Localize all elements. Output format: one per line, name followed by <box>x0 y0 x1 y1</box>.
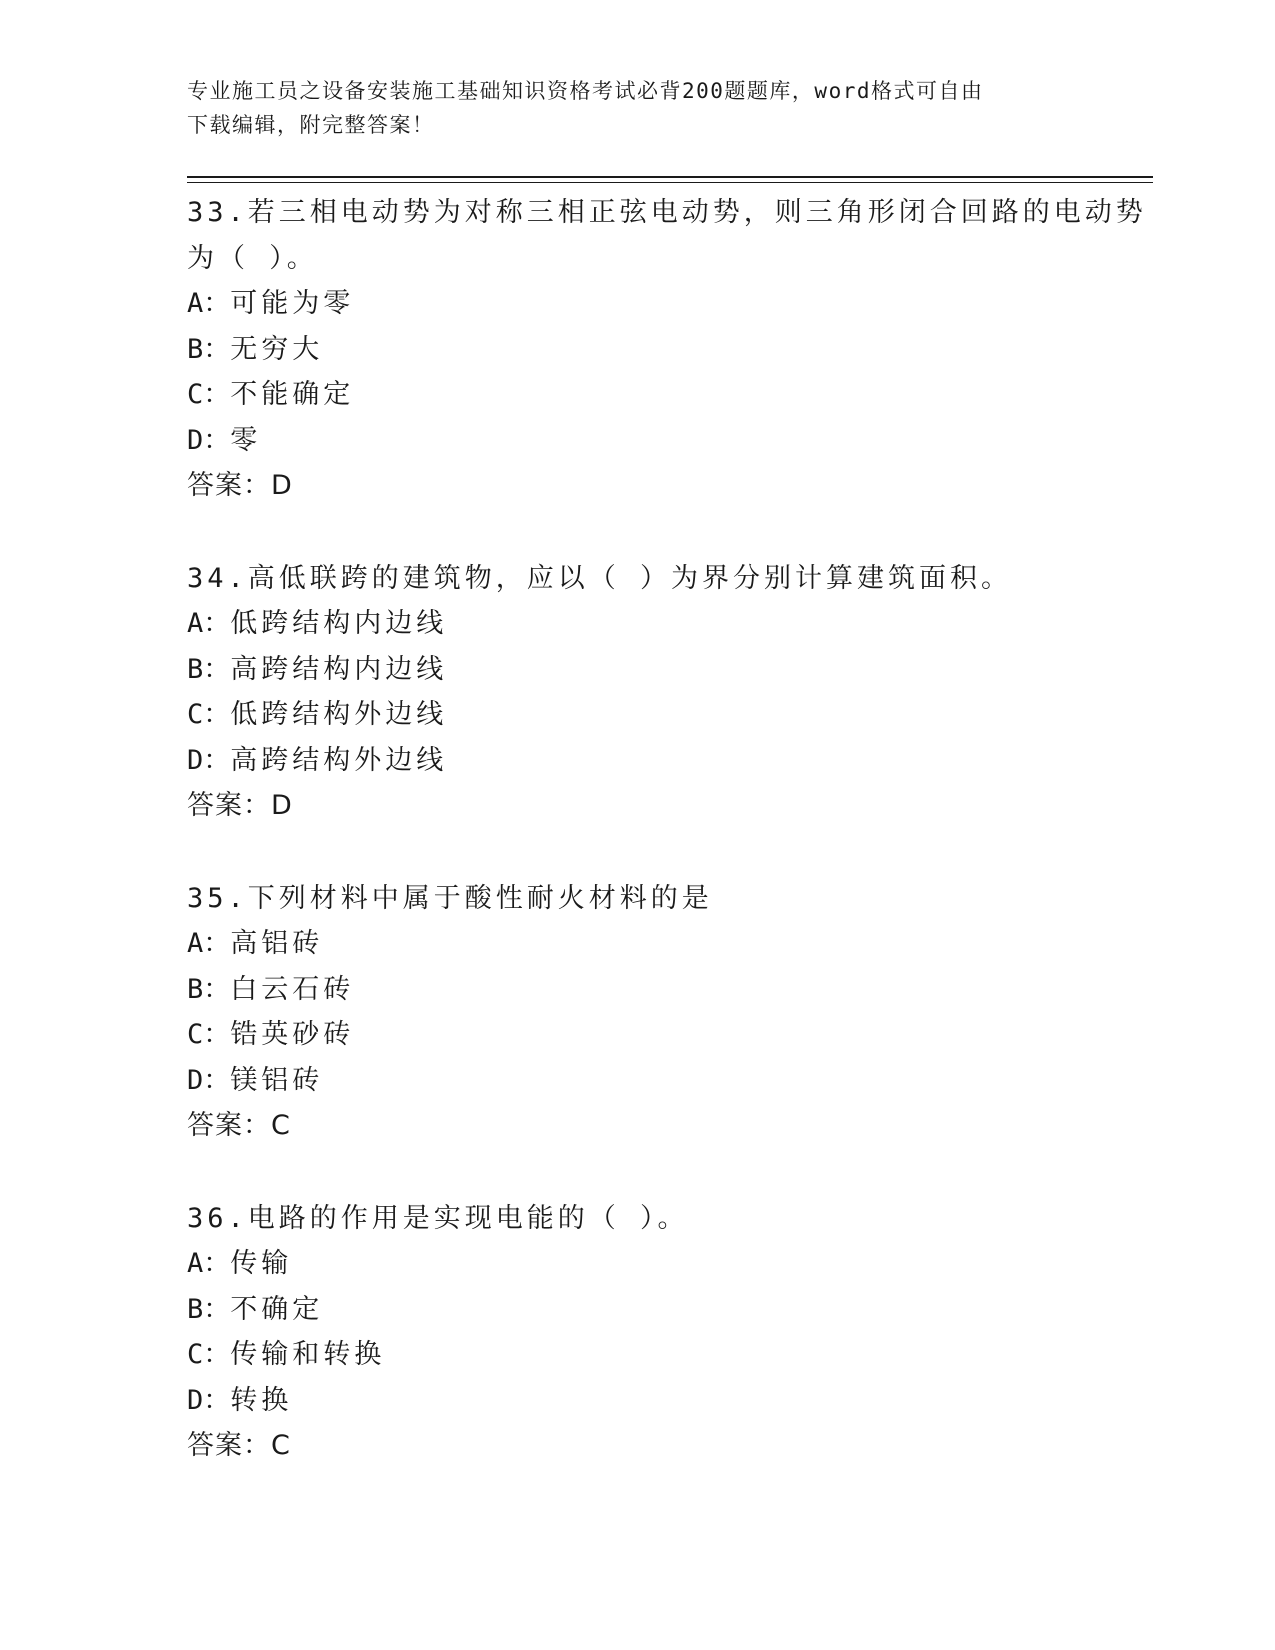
option-text: 传输和转换 <box>230 1339 386 1370</box>
option-text: 可能为零 <box>230 288 355 319</box>
answer-line <box>187 1423 1087 1469</box>
option-a <box>187 281 1087 327</box>
option-key: A： <box>187 288 231 319</box>
option-key: C： <box>187 379 231 410</box>
option-d <box>187 738 1087 784</box>
option-a <box>187 601 1087 647</box>
option-text: 低跨结构内边线 <box>230 608 448 639</box>
option-key: D： <box>187 744 231 776</box>
header-divider-thick <box>187 176 1153 178</box>
option-c <box>187 1332 1087 1378</box>
option-d <box>187 1058 1087 1104</box>
option-d <box>187 1378 1087 1424</box>
answer-line <box>187 1103 1087 1149</box>
option-c <box>187 1012 1087 1058</box>
option-key: B： <box>187 973 231 1005</box>
option-b <box>187 1287 1087 1333</box>
question-text-line-2: 为（ ）。 <box>187 242 318 274</box>
answer-value: D <box>271 790 293 821</box>
option-text: 低跨结构外边线 <box>230 699 448 730</box>
question-list <box>187 190 1147 1516</box>
answer-label: 答案： <box>187 470 271 501</box>
option-text: 转换 <box>230 1384 293 1416</box>
option-key: B： <box>187 333 231 365</box>
question-35 <box>187 876 1087 1149</box>
option-text: 高跨结构内边线 <box>230 653 448 685</box>
option-key: A： <box>187 608 231 639</box>
option-a <box>187 1241 1087 1287</box>
answer-label: 答案： <box>187 1110 271 1141</box>
question-text-line-1: 36.电路的作用是实现电能的（ ）。 <box>187 1202 689 1234</box>
answer-line <box>187 463 1087 509</box>
header-line-1: 专业施工员之设备安装施工基础知识资格考试必背200题题库，word格式可自由 <box>187 79 984 103</box>
option-d <box>187 418 1087 464</box>
question-33 <box>187 190 1147 509</box>
option-key: C： <box>187 1019 231 1050</box>
option-text: 无穷大 <box>230 333 324 365</box>
option-text: 高跨结构外边线 <box>230 744 448 776</box>
option-text: 白云石砖 <box>230 973 355 1005</box>
answer-label: 答案： <box>187 1430 271 1461</box>
document-header <box>187 74 1067 142</box>
answer-line <box>187 783 1087 829</box>
option-text: 锆英砂砖 <box>230 1019 355 1050</box>
question-36 <box>187 1196 1087 1469</box>
answer-label: 答案： <box>187 790 271 821</box>
option-text: 不能确定 <box>230 379 355 410</box>
header-divider-thin <box>187 182 1153 183</box>
option-b <box>187 967 1087 1013</box>
header-line-2: 下载编辑，附完整答案！ <box>187 113 435 137</box>
option-text: 传输 <box>230 1248 293 1279</box>
option-b <box>187 647 1087 693</box>
option-text: 镁铝砖 <box>230 1064 324 1096</box>
option-b <box>187 327 1087 373</box>
option-a <box>187 921 1087 967</box>
option-text: 不确定 <box>230 1293 324 1325</box>
option-key: C： <box>187 1339 231 1370</box>
question-text-line-1: 33.若三相电动势为对称三相正弦电动势，则三角形闭合回路的电动势 <box>187 197 1147 228</box>
option-c <box>187 692 1087 738</box>
option-key: D： <box>187 424 231 456</box>
question-text-line-1: 34.高低联跨的建筑物，应以（ ）为界分别计算建筑面积。 <box>187 562 1013 594</box>
option-key: A： <box>187 928 231 959</box>
option-key: D： <box>187 1384 231 1416</box>
answer-value: D <box>271 470 293 501</box>
question-text-line-1: 35.下列材料中属于酸性耐火材料的是 <box>187 882 713 914</box>
option-text: 高铝砖 <box>230 928 324 959</box>
option-key: A： <box>187 1248 231 1279</box>
option-key: C： <box>187 699 231 730</box>
question-34 <box>187 556 1087 829</box>
option-c <box>187 372 1087 418</box>
option-key: B： <box>187 1293 231 1325</box>
answer-value: C <box>271 1110 291 1141</box>
option-key: B： <box>187 653 231 685</box>
option-text: 零 <box>230 424 262 456</box>
answer-value: C <box>271 1430 291 1461</box>
option-key: D： <box>187 1064 231 1096</box>
